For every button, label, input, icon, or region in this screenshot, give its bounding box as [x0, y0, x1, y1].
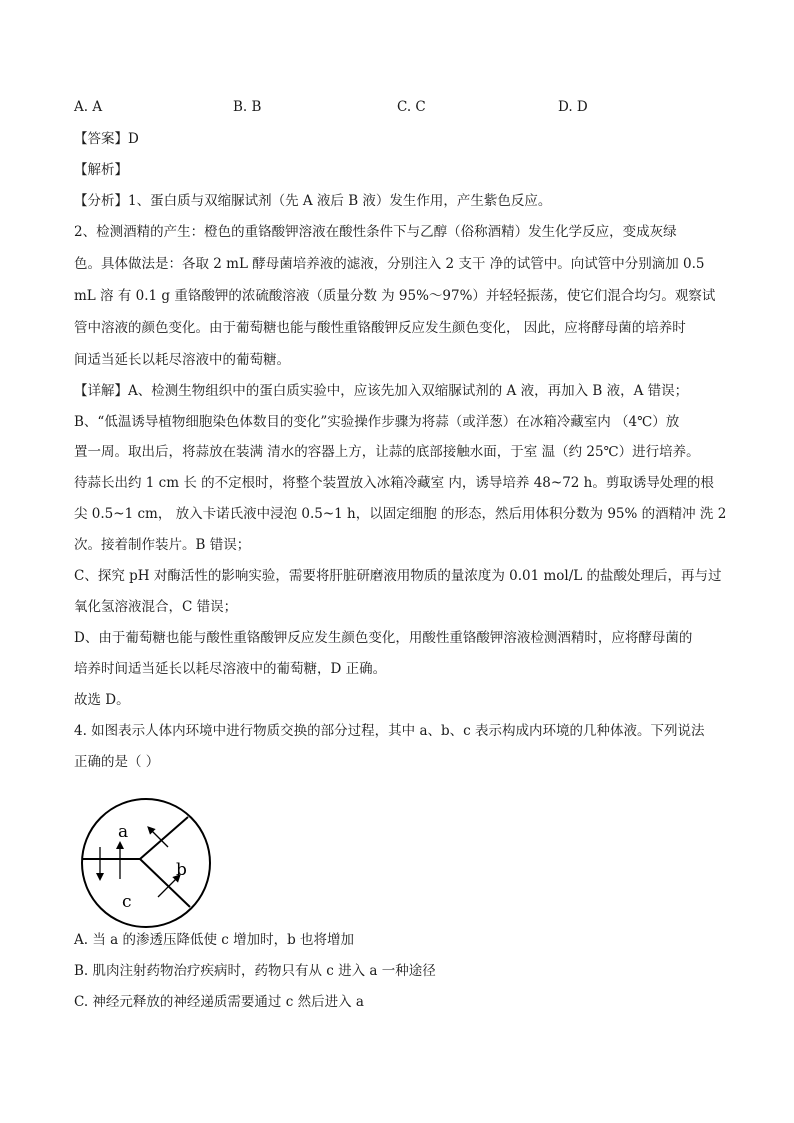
outer-circle: [82, 799, 210, 927]
detail-line-6: 次。接着制作装片。B 错误；: [74, 537, 251, 553]
label-c: c: [122, 892, 132, 912]
analysis-line-6: 间适当延长以耗尽溶液中的葡萄糖。: [74, 352, 290, 368]
detail-line-1: 【详解】A、检测生物组织中的蛋白质实验中，应该先加入双缩脲试剂的 A 液，再加入 B 液，A 错误；: [74, 383, 689, 399]
detail-line-10: 培养时间适当延长以耗尽溶液中的葡萄糖，D 正确。: [74, 661, 387, 677]
question-4-stem-line-1: 4. 如图表示人体内环境中进行物质交换的部分过程，其中 a、b、c 表示构成内环境的几种体液。下列说法: [74, 723, 705, 739]
analysis-line-2: 2、检测酒精的产生：橙色的重铬酸钾溶液在酸性条件下与乙醇（俗称酒精）发生化学反应，变成灰绿: [74, 224, 677, 240]
body-fluid-diagram: [78, 795, 214, 931]
option-b: B. B: [233, 99, 262, 115]
detail-line-2: B、“低温诱导植物细胞染色体数目的变化”实验操作步骤为将蒜（或洋葱）在冰箱冷藏室内 （4℃）放: [74, 414, 680, 430]
answer-line: [74, 129, 724, 149]
analysis-line-5: 管中溶液的颜色变化。由于葡萄糖也能与酸性重铬酸钾反应发生颜色变化， 因此，应将酵母菌的培养时: [74, 320, 686, 336]
question-4-option-a: A. 当 a 的渗透压降低使 c 增加时，b 也将增加: [74, 932, 355, 948]
detail-line-11: 故选 D。: [74, 692, 130, 708]
analysis-line-3: 色。具体做法是：各取 2 mL 酵母菌培养液的滤液，分别注入 2 支干 净的试管中。向试管中分别滴加 0.5: [74, 256, 705, 272]
answer-value: D: [128, 131, 139, 147]
option-c: C. C: [397, 99, 426, 115]
question-4-stem-line-2: 正确的是（ ）: [74, 754, 160, 770]
option-a: A. A: [74, 99, 103, 115]
analysis-label: 【解析】: [74, 162, 128, 178]
detail-line-9: D、由于葡萄糖也能与酸性重铬酸钾反应发生颜色变化，用酸性重铬酸钾溶液检测酒精时，应将酵母菌的: [74, 630, 693, 646]
label-a: a: [118, 822, 129, 842]
option-d: D. D: [558, 99, 588, 115]
detail-line-7: C、探究 pH 对酶活性的影响实验，需要将肝脏研磨液用物质的量浓度为 0.01 mol/L 的盐酸处理后，再与过: [74, 568, 722, 584]
detail-line-3: 置一周。取出后，将蒜放在装满 清水的容器上方，让蒜的底部接触水面，于室 温（约 25℃）进行培养。: [74, 444, 700, 460]
answer-label: 【答案】: [74, 131, 128, 147]
question-4-option-c: C. 神经元释放的神经递质需要通过 c 然后进入 a: [74, 994, 364, 1010]
label-b: b: [176, 860, 187, 880]
divider-upper: [140, 817, 188, 859]
analysis-line-4: mL 溶 有 0.1 g 重铬酸钾的浓硫酸溶液（质量分数 为 95%～97%）并轻轻振荡，使它们混合均匀。观察试: [74, 288, 716, 304]
detail-line-4: 待蒜长出约 1 cm 长 的不定根时，将整个装置放入冰箱冷藏室 内，诱导培养 48~72 h。剪取诱导处理的根: [74, 475, 714, 491]
question-4-option-b: B. 肌肉注射药物治疗疾病时，药物只有从 c 进入 a 一种途径: [74, 963, 436, 979]
body-fluid-diagram-svg: [78, 795, 214, 931]
detail-line-5: 尖 0.5~1 cm， 放入卡诺氏液中浸泡 0.5~1 h，以固定细胞 的形态，然后用体积分数为 95% 的酒精冲 洗 2: [74, 506, 727, 522]
analysis-line-1: 【分析】1、蛋白质与双缩脲试剂（先 A 液后 B 液）发生作用，产生紫色反应。: [74, 193, 552, 209]
detail-line-8: 氧化氢溶液混合，C 错误；: [74, 599, 238, 615]
